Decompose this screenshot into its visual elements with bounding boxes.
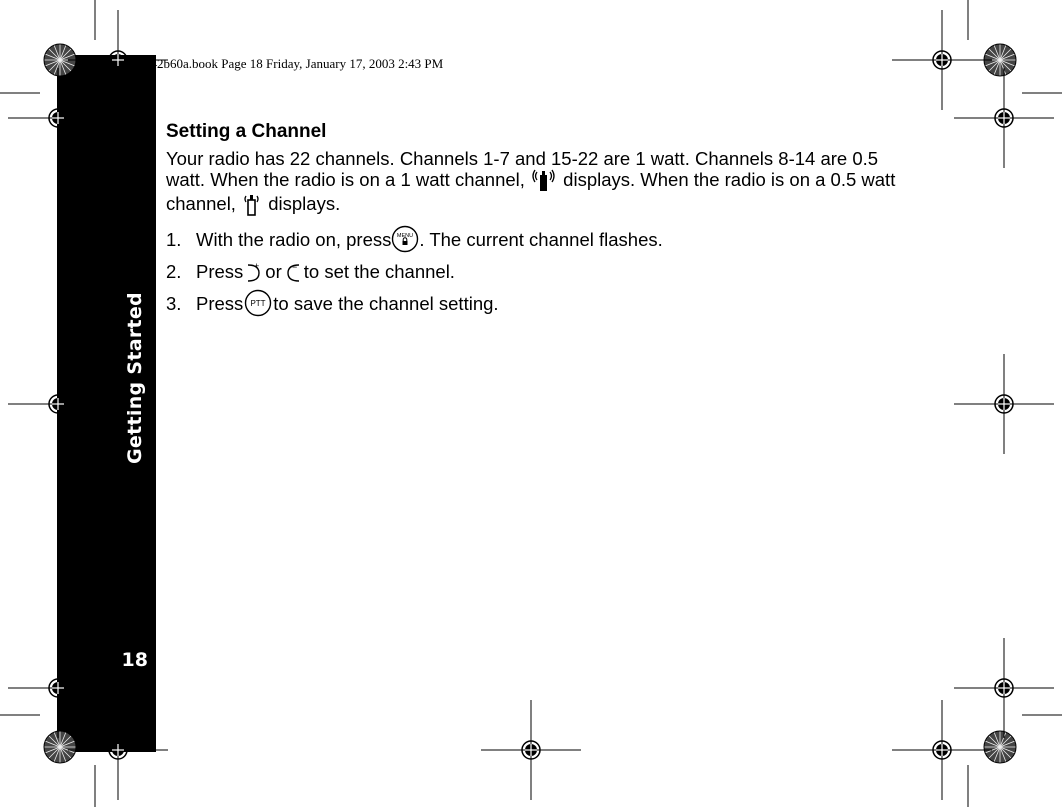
minus-button-icon [282,259,304,283]
section-tab-label: Getting Started [124,292,146,464]
crop-mark [68,700,168,800]
step-1: 1. With the radio on, press MENU . The current channel flashes. [166,225,911,253]
crop-mark [892,700,992,800]
registration-star [984,731,1016,763]
step-3: 3. Press PTT to save the channel setting. [166,289,911,317]
crop-mark [68,10,168,110]
running-header: 042b60a.book Page 18 Friday, January 17, 2003 2:43 PM [144,56,444,71]
ptt-button-label: PTT [250,299,266,309]
crop-mark [8,68,108,168]
high-power-icon [530,169,558,193]
menu-button-label: MENU [397,233,414,240]
plus-symbol: + [254,261,260,272]
intro-paragraph [166,148,911,217]
crop-mark [8,638,108,738]
ptt-button-icon [243,289,273,317]
crop-mark [954,354,1054,454]
intro-text-2: displays. When the radio is on a 0.5 watt channel, [166,169,896,215]
minus-symbol: − [291,262,298,273]
crop-mark [954,638,1054,738]
low-power-icon [241,193,263,217]
step-2: 2. Press + or − to set the channel. [166,260,455,282]
crop-mark [892,10,992,110]
intro-text-3: displays. [263,193,341,215]
crop-mark [481,700,581,800]
crop-mark [8,354,108,454]
page-content [166,121,911,323]
menu-button-icon [391,225,419,253]
registration-star [44,731,76,763]
plus-button-icon [243,259,265,283]
intro-text-1: Your radio has 22 channels. Channels 1-7 and 15-22 are 1 watt. Channels 8-14 are 0.5 watt. When the radio is on a 1 watt channel, [166,148,879,190]
crop-mark [954,68,1054,168]
section-heading: Setting a Channel [166,121,327,142]
page-number: 18 [121,649,148,671]
